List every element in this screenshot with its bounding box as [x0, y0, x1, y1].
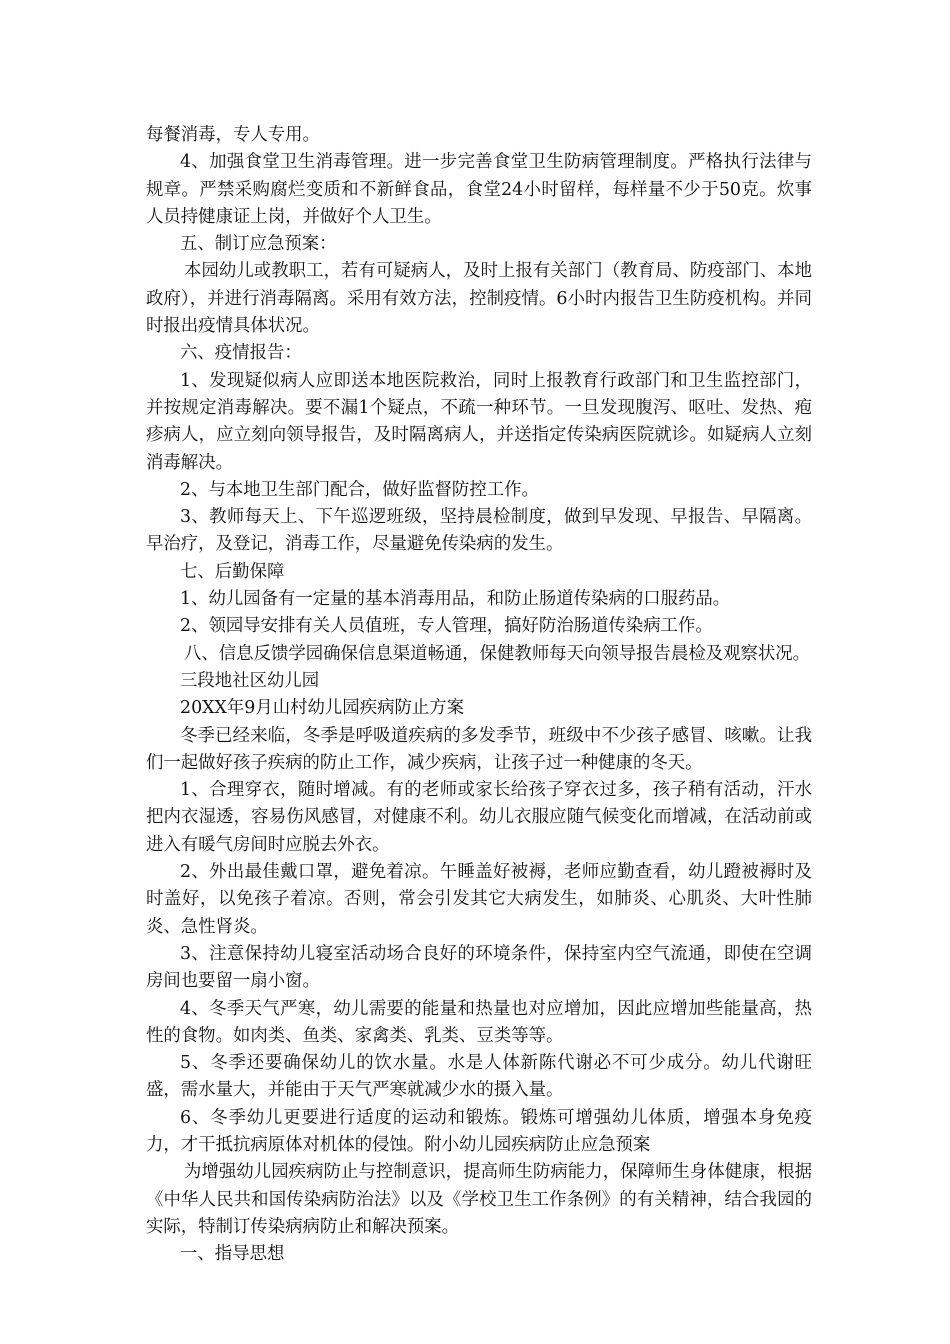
paragraph-19: 4、冬季天气严寒，幼儿需要的能量和热量也对应增加，因此应增加些能量高，热性的食物。如肉类、鱼类、家禽类、乳类、豆类等等。 [146, 998, 812, 1046]
paragraph-2: 4、加强食堂卫生消毒管理。进一步完善食堂卫生防病管理制度。严格执行法律与规章。严禁采购腐烂变质和不新鲜食品，食堂24小时留样，每样量不少于50克。炊事人员持健康证上岗，并做好个人卫生。 [146, 152, 812, 227]
paragraph-10: 1、幼儿园备有一定量的基本消毒用品，和防止肠道传染病的口服药品。 [180, 589, 731, 610]
paragraph-16: 1、合理穿衣，随时增减。有的老师或家长给孩子穿衣过多，孩子稍有活动，汗水把内衣湿透，容易伤风感冒，对健康不利。幼儿衣服应随气候变化而增减，在活动前或进入有暖气房间时应脱去外衣。 [146, 780, 812, 855]
section-heading-7: 七、后勤保障 [180, 561, 285, 582]
paragraph-11: 2、领园导安排有关人员值班，专人管理，搞好防治肠道传染病工作。 [180, 616, 713, 637]
paragraph-18: 3、注意保持幼儿寝室活动场合良好的环境条件，保持室内空气流通，即使在空调房间也要留一扇小窗。 [146, 943, 812, 992]
paragraph-17: 2、外出最佳戴口罩，避免着凉。午睡盖好被褥，老师应勤查看，幼儿蹬被褥时及时盖好，以免孩子着凉。否则，常会引发其它大病发生，如肺炎、心肌炎、大叶性肺炎、急性肾炎。 [146, 862, 812, 937]
section-heading-8: 八、信息反馈学园确保信息渠道畅通，保健教师每天向领导报告晨检及观察状况。 [184, 643, 811, 664]
section-heading-6: 六、疫情报告： [180, 343, 302, 364]
paragraph-7: 2、与本地卫生部门配合，做好监督防控工作。 [180, 479, 539, 500]
paragraph-8: 3、教师每天上、下午巡逻班级，坚持晨检制度，做到早发现、早报告、早隔离。早治疗，及登记，消毒工作，尽量避免传染病的发生。 [146, 507, 812, 555]
plan-title: 20XX年9月山村幼儿园疾病防止方案 [180, 698, 465, 719]
paragraph-4: 本园幼儿或教职工，若有可疑病人，及时上报有关部门（教育局、防疫部门、本地政府），并进行消毒隔离。采用有效方法，控制疫情。6小时内报告卫生防疫机构。并同时报出疫情具体状况。 [146, 261, 812, 337]
paragraph-20: 5、冬季还要确保幼儿的饮水量。水是人体新陈代谢必不可少成分。幼儿代谢旺盛，需水量大，并能由于天气严寒就减少水的摄入量。 [146, 1053, 812, 1101]
paragraph-21: 6、冬季幼儿更要进行适度的运动和锻炼。锻炼可增强幼儿体质，增强本身免疫力，才干抵抗病原体对机体的侵蚀。附小幼儿园疾病防止应急预案 [146, 1107, 812, 1155]
organization-name: 三段地社区幼儿园 [180, 670, 320, 691]
paragraph-22: 为增强幼儿园疾病防止与控制意识，提高师生防病能力，保障师生身体健康，根据《中华人民共和国传染病防治法》以及《学校卫生工作条例》的有关精神，结合我园的实际，特制订传染病病防止和解决预案。 [146, 1162, 812, 1237]
paragraph-6: 1、发现疑似病人应即送本地医院救治，同时上报教育行政部门和卫生监控部门，并按规定消毒解决。要不漏1个疑点，不疏一种环节。一旦发现腹泻、呕吐、发热、疱疹病人，应立刻向领导报告，及时隔离病人，并送指定传染病医院就诊。如疑病人立刻消毒解决。 [146, 370, 812, 473]
document-body [146, 122, 812, 1268]
section-heading-5: 五、制订应急预案： [180, 234, 337, 255]
paragraph-15: 冬季已经来临，冬季是呼吸道疾病的多发季节，班级中不少孩子感冒、咳嗽。让我们一起做好孩子疾病的防止工作，减少疾病，让孩子过一种健康的冬天。 [146, 725, 812, 773]
section-heading-1: 一、指导思想 [180, 1244, 285, 1265]
paragraph-1: 每餐消毒，专人专用。 [146, 125, 320, 145]
